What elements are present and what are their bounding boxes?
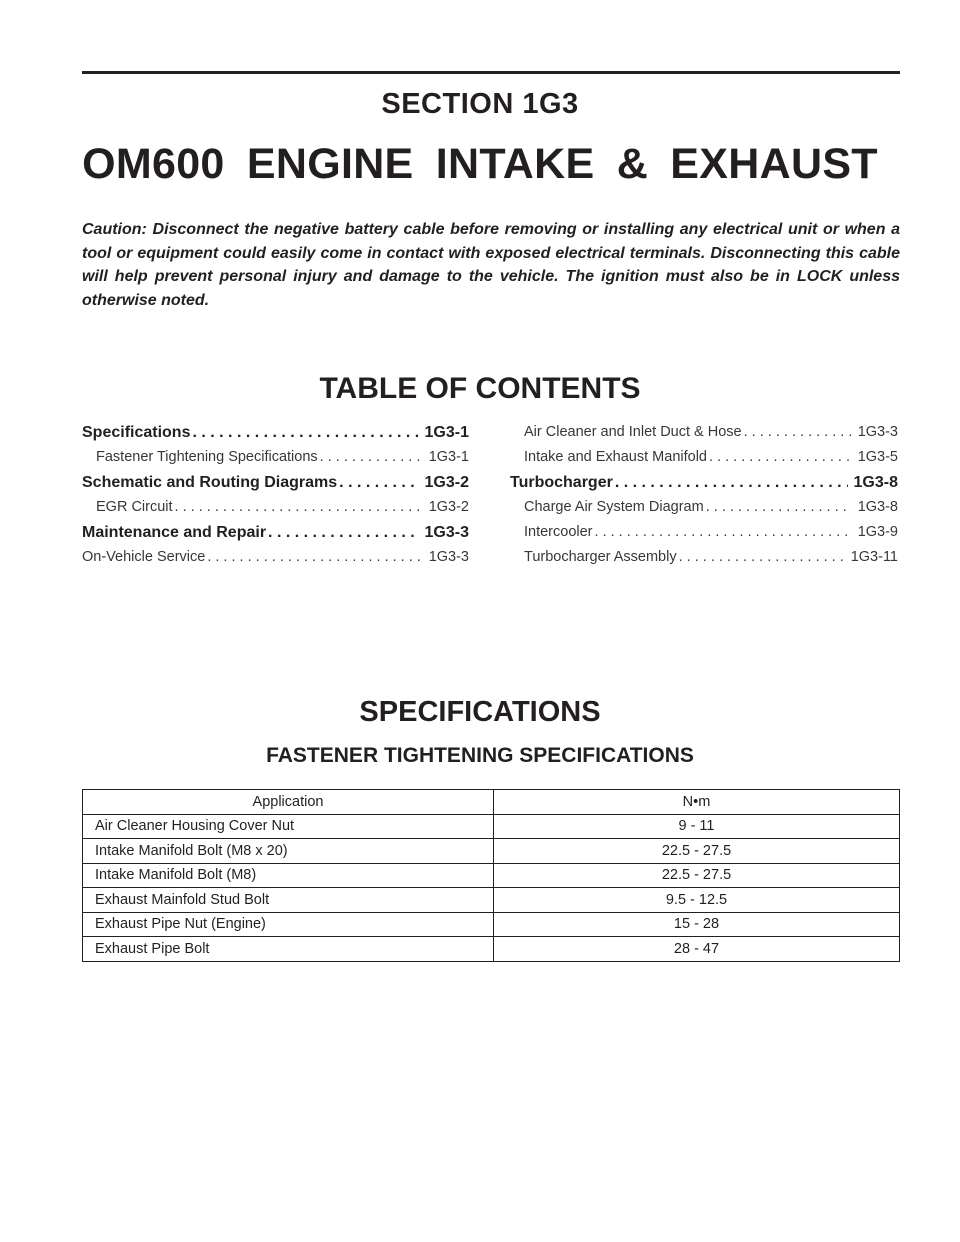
table-row xyxy=(83,839,900,864)
toc-entry-on-vehicle-service[interactable] xyxy=(82,549,469,574)
toc-entry-egr-circuit[interactable] xyxy=(82,499,469,524)
torque-cell: 28 - 47 xyxy=(494,937,900,962)
toc-title: TABLE OF CONTENTS xyxy=(319,372,641,405)
column-header-torque: N•m xyxy=(494,790,900,815)
toc-entry-specifications[interactable] xyxy=(82,424,469,449)
application-cell: Exhaust Pipe Bolt xyxy=(83,937,494,962)
toc-entry-label: Charge Air System Diagram xyxy=(524,499,704,515)
fastener-specs-heading: FASTENER TIGHTENING SPECIFICATIONS xyxy=(266,744,694,767)
application-cell: Intake Manifold Bolt (M8) xyxy=(83,863,494,888)
table-header-row xyxy=(83,790,900,815)
toc-entry-schematic[interactable] xyxy=(82,474,469,499)
application-cell: Exhaust Mainfold Stud Bolt xyxy=(83,888,494,913)
application-cell: Air Cleaner Housing Cover Nut xyxy=(83,814,494,839)
table-row xyxy=(83,814,900,839)
torque-cell: 9.5 - 12.5 xyxy=(494,888,900,913)
application-cell: Exhaust Pipe Nut (Engine) xyxy=(83,912,494,937)
page-title: OM600 ENGINE INTAKE & EXHAUST xyxy=(82,140,878,188)
toc-entry-page: 1G3-11 xyxy=(850,549,898,565)
section-title: SECTION 1G3 xyxy=(381,88,579,120)
table-row xyxy=(83,912,900,937)
torque-cell: 15 - 28 xyxy=(494,912,900,937)
toc-entry-label: Turbocharger Assembly xyxy=(524,549,677,565)
toc-entry-label: Intake and Exhaust Manifold xyxy=(524,449,707,465)
toc-entry-label: Air Cleaner and Inlet Duct & Hose xyxy=(524,424,742,440)
caution-text: Caution: Disconnect the negative battery cable before removing or installing any electrical unit or when a tool or equipment could easily come in contact with exposed electrical terminals. Disconnecting this cable will help prevent personal injury and damage to the vehicle. The ignition must also be in LOCK unless otherwise noted. xyxy=(82,221,900,309)
column-header-application: Application xyxy=(83,790,494,815)
toc-entry-intercooler[interactable] xyxy=(510,524,898,549)
toc-entry-turbocharger[interactable] xyxy=(510,474,898,499)
toc-left-column xyxy=(82,424,469,574)
toc-entry-turbocharger-assembly[interactable] xyxy=(510,549,898,574)
fastener-spec-table xyxy=(82,789,900,962)
toc-entry-page: 1G3-8 xyxy=(853,474,898,491)
toc-entry-page: 1G3-1 xyxy=(424,424,469,441)
toc-entry-charge-air-diagram[interactable] xyxy=(510,499,898,524)
toc-entry-fastener-specs[interactable] xyxy=(82,449,469,474)
toc-entry-label: Specifications xyxy=(82,424,191,441)
toc-entry-page: 1G3-3 xyxy=(428,549,469,565)
toc-entry-page: 1G3-2 xyxy=(428,499,469,515)
toc-entry-page: 1G3-1 xyxy=(428,449,469,465)
application-cell: Intake Manifold Bolt (M8 x 20) xyxy=(83,839,494,864)
torque-cell: 22.5 - 27.5 xyxy=(494,863,900,888)
toc-entry-air-cleaner[interactable] xyxy=(510,424,898,449)
table-row xyxy=(83,888,900,913)
toc-entry-page: 1G3-3 xyxy=(857,424,898,440)
table-row xyxy=(83,937,900,962)
toc-right-column xyxy=(510,424,898,574)
table-row xyxy=(83,863,900,888)
toc-entry-label: Maintenance and Repair xyxy=(82,524,267,541)
toc-entry-label: Intercooler xyxy=(524,524,593,540)
toc-entry-label: EGR Circuit xyxy=(96,499,173,515)
toc-entry-page: 1G3-8 xyxy=(857,499,898,515)
toc-entry-label: Fastener Tightening Specifications xyxy=(96,449,318,465)
toc-entry-page: 1G3-3 xyxy=(424,524,469,541)
toc-entry-intake-exhaust-manifold[interactable] xyxy=(510,449,898,474)
torque-cell: 22.5 - 27.5 xyxy=(494,839,900,864)
toc-entry-label: Turbocharger xyxy=(510,474,613,491)
toc-entry-label: Schematic and Routing Diagrams xyxy=(82,474,338,491)
toc-entry-page: 1G3-2 xyxy=(424,474,469,491)
torque-cell: 9 - 11 xyxy=(494,814,900,839)
toc-entry-page: 1G3-9 xyxy=(857,524,898,540)
top-rule xyxy=(82,71,900,74)
toc-entry-label: On-Vehicle Service xyxy=(82,549,206,565)
specifications-heading: SPECIFICATIONS xyxy=(359,696,601,728)
toc-entry-page: 1G3-5 xyxy=(857,449,898,465)
toc-entry-maintenance[interactable] xyxy=(82,524,469,549)
